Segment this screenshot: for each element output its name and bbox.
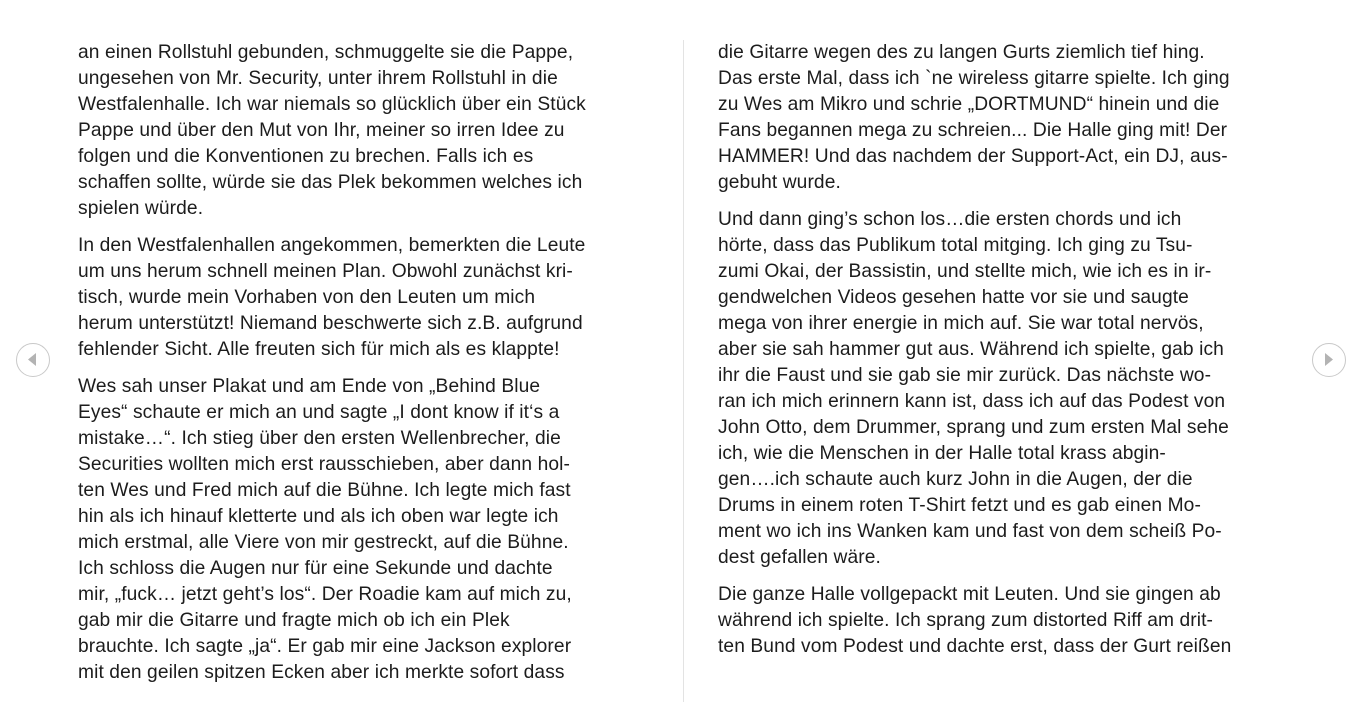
text-line: die Gitarre wegen des zu langen Gurts ziemlich tief hing.	[718, 42, 1205, 63]
text-line: Securities wollten mich erst rausschieben, aber dann hol-	[78, 454, 571, 475]
text-line: Das erste Mal, dass ich `ne wireless gitarre spielte. Ich ging	[718, 68, 1230, 89]
text-line: brauchte. Ich sagte „ja“. Er gab mir eine Jackson explorer	[78, 636, 572, 657]
text-line: um uns herum schnell meinen Plan. Obwohl zunächst kri-	[78, 261, 573, 282]
text-line: während ich spielte. Ich sprang zum distorted Riff am drit-	[718, 610, 1214, 631]
text-line: mich erstmal, alle Viere von mir gestreckt, auf die Bühne.	[78, 532, 569, 553]
text-line: herum unterstützt! Niemand beschwerte sich z.B. aufgrund	[78, 313, 583, 334]
text-line: ihr die Faust und sie gab sie mir zurück. Das nächste wo-	[718, 365, 1212, 386]
text-line: mit den geilen spitzen Ecken aber ich merkte sofort dass	[78, 662, 565, 683]
text-line: dest gefallen wäre.	[718, 547, 881, 568]
text-line: gendwelchen Videos gesehen hatte vor sie und saugte	[718, 287, 1189, 308]
text-line: In den Westfalenhallen angekommen, bemerkten die Leute	[78, 235, 586, 256]
text-line: tisch, wurde mein Vorhaben von den Leuten um mich	[78, 287, 536, 308]
paragraph	[78, 40, 653, 222]
page-divider	[683, 40, 684, 702]
chevron-left-icon	[17, 344, 48, 375]
text-line: Eyes“ schaute er mich an und sagte „I dont know if it‘s a	[78, 402, 560, 423]
text-line: mir, „fuck… jetzt geht’s los“. Der Roadie kam auf mich zu,	[78, 584, 572, 605]
next-page-button[interactable]	[1312, 343, 1346, 377]
left-page	[78, 40, 653, 697]
paragraph	[718, 207, 1293, 571]
text-line: Drums in einem roten T-Shirt fetzt und es gab einen Mo-	[718, 495, 1201, 516]
text-line: gen….ich schaute auch kurz John in die Augen, der die	[718, 469, 1193, 490]
text-line: Und dann ging’s schon los…die ersten chords und ich	[718, 209, 1182, 230]
text-line: ten Bund vom Podest und dachte erst, dass der Gurt reißen	[718, 636, 1232, 657]
text-line: zumi Okai, der Bassistin, und stellte mich, wie ich es in ir-	[718, 261, 1212, 282]
text-line: spielen würde.	[78, 198, 204, 219]
text-line: ran ich mich erinnern kann ist, dass ich auf das Podest von	[718, 391, 1226, 412]
text-line: aber sie sah hammer gut aus. Während ich spielte, gab ich	[718, 339, 1224, 360]
paragraph	[718, 40, 1293, 196]
text-line: Pappe und über den Mut von Ihr, meiner so irren Idee zu	[78, 120, 565, 141]
text-line: John Otto, dem Drummer, sprang und zum ersten Mal sehe	[718, 417, 1229, 438]
text-line: mistake…“. Ich stieg über den ersten Wellenbrecher, die	[78, 428, 561, 449]
text-line: hörte, dass das Publikum total mitging. Ich ging zu Tsu-	[718, 235, 1193, 256]
text-line: Fans begannen mega zu schreien... Die Halle ging mit! Der	[718, 120, 1228, 141]
text-line: fehlender Sicht. Alle freuten sich für mich als es klappte!	[78, 339, 560, 360]
text-line: hin als ich hinauf kletterte und als ich oben war legte ich	[78, 506, 559, 527]
text-line: Die ganze Halle vollgepackt mit Leuten. Und sie gingen ab	[718, 584, 1221, 605]
text-line: Wes sah unser Plakat und am Ende von „Behind Blue	[78, 376, 541, 397]
text-line: schaffen sollte, würde sie das Plek bekommen welches ich	[78, 172, 583, 193]
text-line: Westfalenhalle. Ich war niemals so glücklich über ein Stück	[78, 94, 586, 115]
paragraph	[78, 374, 653, 686]
paragraph	[78, 233, 653, 363]
text-line: HAMMER! Und das nachdem der Support-Act, ein DJ, aus-	[718, 146, 1228, 167]
text-line: zu Wes am Mikro und schrie „DORTMUND“ hinein und die	[718, 94, 1220, 115]
text-line: folgen und die Konventionen zu brechen. Falls ich es	[78, 146, 534, 167]
chevron-right-icon	[1313, 344, 1344, 375]
previous-page-button[interactable]	[16, 343, 50, 377]
text-line: ich, wie die Menschen in der Halle total krass abgin-	[718, 443, 1166, 464]
text-line: Ich schloss die Augen nur für eine Sekunde und dachte	[78, 558, 553, 579]
text-line: ment wo ich ins Wanken kam und fast von dem scheiß Po-	[718, 521, 1222, 542]
text-line: ungesehen von Mr. Security, unter ihrem Rollstuhl in die	[78, 68, 558, 89]
text-line: gebuht wurde.	[718, 172, 841, 193]
text-line: gab mir die Gitarre und fragte mich ob ich ein Plek	[78, 610, 510, 631]
text-line: mega von ihrer energie in mich auf. Sie war total nervös,	[718, 313, 1204, 334]
text-line: ten Wes und Fred mich auf die Bühne. Ich legte mich fast	[78, 480, 571, 501]
paragraph	[718, 582, 1293, 660]
text-line: an einen Rollstuhl gebunden, schmuggelte sie die Pappe,	[78, 42, 574, 63]
right-page	[718, 40, 1293, 671]
